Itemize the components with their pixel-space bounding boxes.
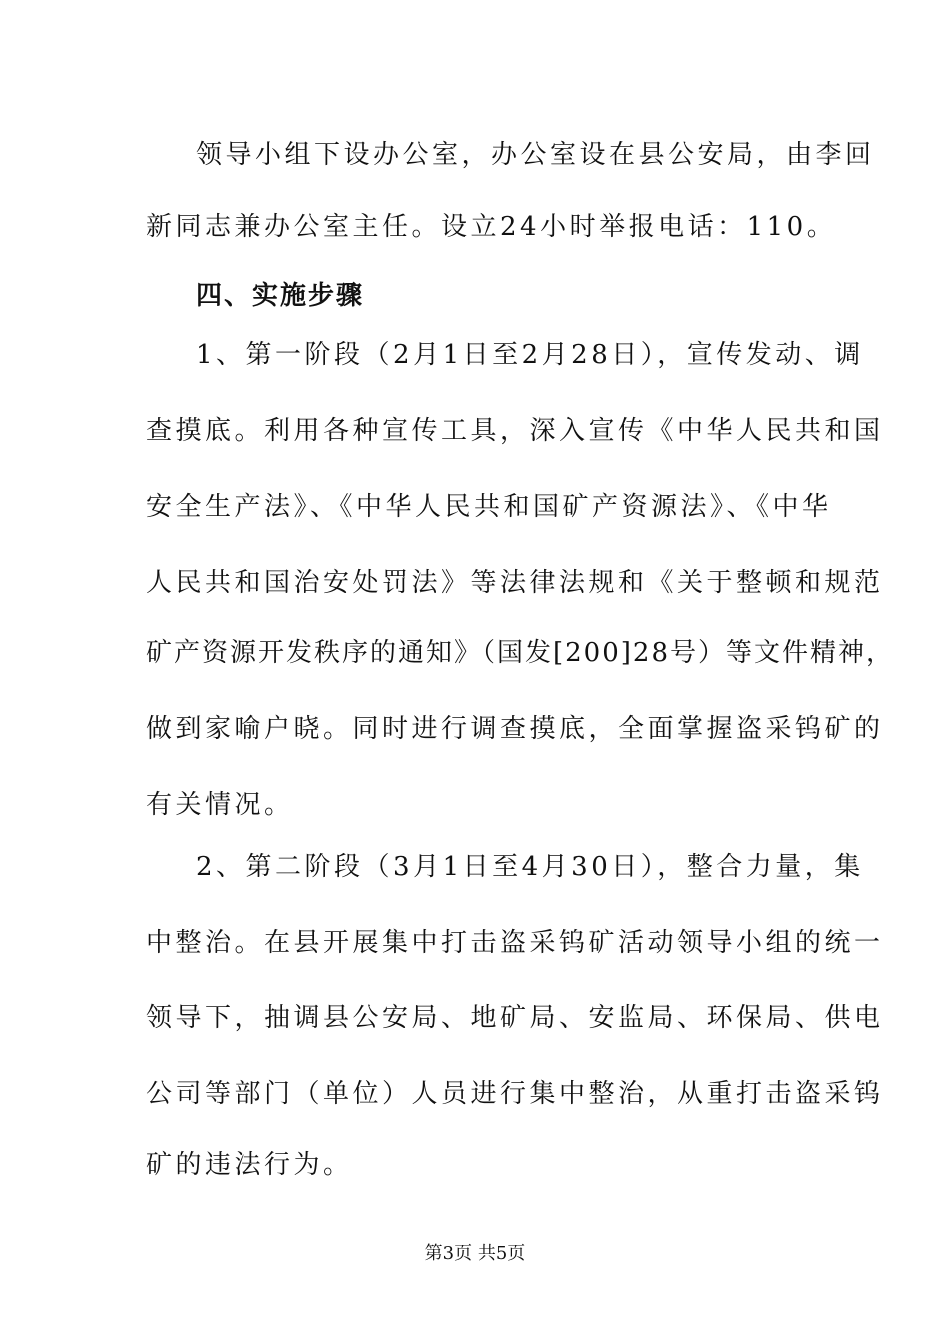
paragraph-line: 新同志兼办公室主任。设立24小时举报电话：110。 bbox=[146, 212, 837, 242]
paragraph-line: 安全生产法》、《中华人民共和国矿产资源法》、《中华 bbox=[146, 492, 832, 522]
paragraph-line: 矿产资源开发秩序的通知》（国发[200]28号）等文件精神， bbox=[146, 638, 894, 668]
paragraph-line: 2、第二阶段（3月1日至4月30日），整合力量，集 bbox=[196, 852, 864, 882]
paragraph-line: 人民共和国治安处罚法》等法律法规和《关于整顿和规范 bbox=[146, 568, 884, 598]
paragraph-line: 查摸底。利用各种宣传工具，深入宣传《中华人民共和国 bbox=[146, 416, 884, 446]
paragraph-line: 1、第一阶段（2月1日至2月28日），宣传发动、调 bbox=[196, 340, 864, 370]
paragraph-line: 公司等部门（单位）人员进行集中整治，从重打击盗采钨 bbox=[146, 1079, 884, 1109]
paragraph-line: 矿的违法行为。 bbox=[146, 1150, 353, 1180]
page-footer: 第3页 共5页 bbox=[424, 1243, 526, 1264]
section-heading: 四、实施步骤 bbox=[196, 281, 365, 311]
paragraph-line: 领导小组下设办公室，办公室设在县公安局，由李回 bbox=[196, 140, 875, 170]
paragraph-line: 做到家喻户晓。同时进行调查摸底，全面掌握盗采钨矿的 bbox=[146, 714, 884, 744]
paragraph-line: 有关情况。 bbox=[146, 790, 294, 820]
paragraph-line: 中整治。在县开展集中打击盗采钨矿活动领导小组的统一 bbox=[146, 928, 884, 958]
paragraph-line: 领导下，抽调县公安局、地矿局、安监局、环保局、供电 bbox=[146, 1003, 884, 1033]
